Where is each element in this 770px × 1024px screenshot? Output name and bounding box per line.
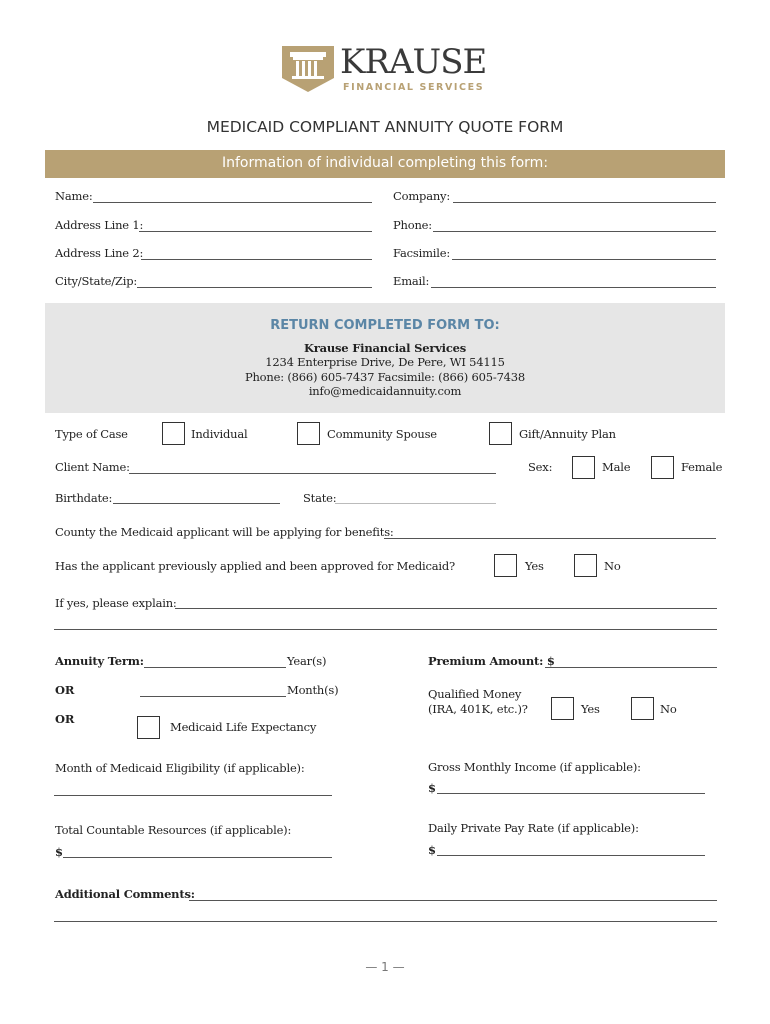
return-email: info@medicaidannuity.com (308, 384, 462, 398)
months-field[interactable] (140, 696, 286, 697)
sex-label: Sex: (528, 460, 553, 474)
address1-field[interactable] (139, 231, 372, 232)
county-field[interactable] (384, 538, 716, 539)
phone-field[interactable] (433, 231, 716, 232)
brand-name: KRAUSE (340, 42, 487, 82)
payrate-dollar: $ (428, 843, 436, 857)
individual-label: Individual (191, 427, 248, 441)
male-checkbox[interactable] (572, 456, 595, 479)
return-heading: RETURN COMPLETED FORM TO: (270, 318, 500, 333)
payrate-field[interactable] (437, 855, 705, 856)
gift-annuity-checkbox[interactable] (489, 422, 512, 445)
or-label-2: OR (55, 712, 75, 726)
qualified-no-label: No (660, 702, 677, 716)
or-label-1: OR (55, 683, 75, 697)
page-number: — 1 — (365, 960, 405, 974)
state-field[interactable] (335, 503, 496, 504)
state-label: State: (303, 491, 337, 505)
female-checkbox[interactable] (651, 456, 674, 479)
fax-label: Facsimile: (393, 246, 451, 260)
case-label: Type of Case (55, 427, 128, 441)
explain-field-2[interactable] (54, 629, 717, 630)
annuity-term-label: Annuity Term: (55, 654, 144, 668)
individual-checkbox[interactable] (162, 422, 185, 445)
comments-field[interactable] (189, 900, 717, 901)
section-header-text: Information of individual completing this form: (221, 155, 549, 171)
comments-field-2[interactable] (54, 921, 717, 922)
resources-field[interactable] (63, 857, 332, 858)
years-field[interactable] (144, 667, 286, 668)
income-dollar: $ (428, 781, 436, 795)
return-company: Krause Financial Services (303, 341, 467, 355)
email-field[interactable] (431, 287, 716, 288)
company-label: Company: (393, 189, 451, 203)
years-label: Year(s) (287, 654, 327, 668)
explain-label: If yes, please explain: (55, 596, 177, 610)
birthdate-label: Birthdate: (55, 491, 113, 505)
address2-label: Address Line 2: (55, 246, 144, 260)
return-phones: Phone: (866) 605-7437 Facsimile: (866) 605-7438 (244, 370, 526, 384)
qualified-yes-checkbox[interactable] (551, 697, 574, 720)
address2-field[interactable] (141, 259, 372, 260)
city-field[interactable] (137, 287, 372, 288)
logo (280, 44, 495, 96)
qualified-yes-label: Yes (581, 702, 600, 716)
client-name-label: Client Name: (55, 460, 130, 474)
qualified-label-1: Qualified Money (428, 687, 522, 701)
name-field[interactable] (93, 202, 372, 203)
name-label: Name: (55, 189, 93, 203)
prev-no-checkbox[interactable] (574, 554, 597, 577)
fax-field[interactable] (452, 259, 716, 260)
life-expectancy-label: Medicaid Life Expectancy (170, 720, 317, 734)
prev-yes-checkbox[interactable] (494, 554, 517, 577)
address1-label: Address Line 1: (55, 218, 144, 232)
brand-tagline: FINANCIAL SERVICES (343, 82, 485, 93)
city-label: City/State/Zip: (55, 274, 138, 288)
premium-label: Premium Amount: $ (428, 654, 555, 668)
life-expectancy-checkbox[interactable] (137, 716, 160, 739)
pillar-icon (280, 44, 336, 94)
payrate-label: Daily Private Pay Rate (if applicable): (428, 821, 639, 835)
form-title: MEDICAID COMPLIANT ANNUITY QUOTE FORM (206, 118, 564, 136)
resources-label: Total Countable Resources (if applicable): (55, 823, 292, 837)
community-spouse-label: Community Spouse (327, 427, 437, 441)
eligibility-field[interactable] (54, 795, 332, 796)
premium-field[interactable] (545, 667, 717, 668)
email-label: Email: (393, 274, 430, 288)
resources-dollar: $ (55, 845, 63, 859)
prev-yes-label: Yes (525, 559, 544, 573)
income-label: Gross Monthly Income (if applicable): (428, 760, 641, 774)
qualified-no-checkbox[interactable] (631, 697, 654, 720)
income-field[interactable] (437, 793, 705, 794)
comments-label: Additional Comments: (55, 887, 195, 901)
return-address: 1234 Enterprise Drive, De Pere, WI 54115 (265, 355, 505, 369)
phone-label: Phone: (393, 218, 432, 232)
company-field[interactable] (453, 202, 716, 203)
county-label: County the Medicaid applicant will be applying for benefits: (55, 525, 394, 539)
eligibility-label: Month of Medicaid Eligibility (if applicable): (55, 761, 305, 775)
months-label: Month(s) (287, 683, 339, 697)
client-name-field[interactable] (129, 473, 496, 474)
gift-annuity-label: Gift/Annuity Plan (519, 427, 616, 441)
female-label: Female (681, 460, 723, 474)
prev-no-label: No (604, 559, 621, 573)
community-spouse-checkbox[interactable] (297, 422, 320, 445)
explain-field[interactable] (175, 608, 717, 609)
prev-applied-question: Has the applicant previously applied and been approved for Medicaid? (55, 559, 455, 573)
birthdate-field[interactable] (113, 503, 280, 504)
qualified-label-2: (IRA, 401K, etc.)? (428, 702, 528, 716)
male-label: Male (602, 460, 631, 474)
